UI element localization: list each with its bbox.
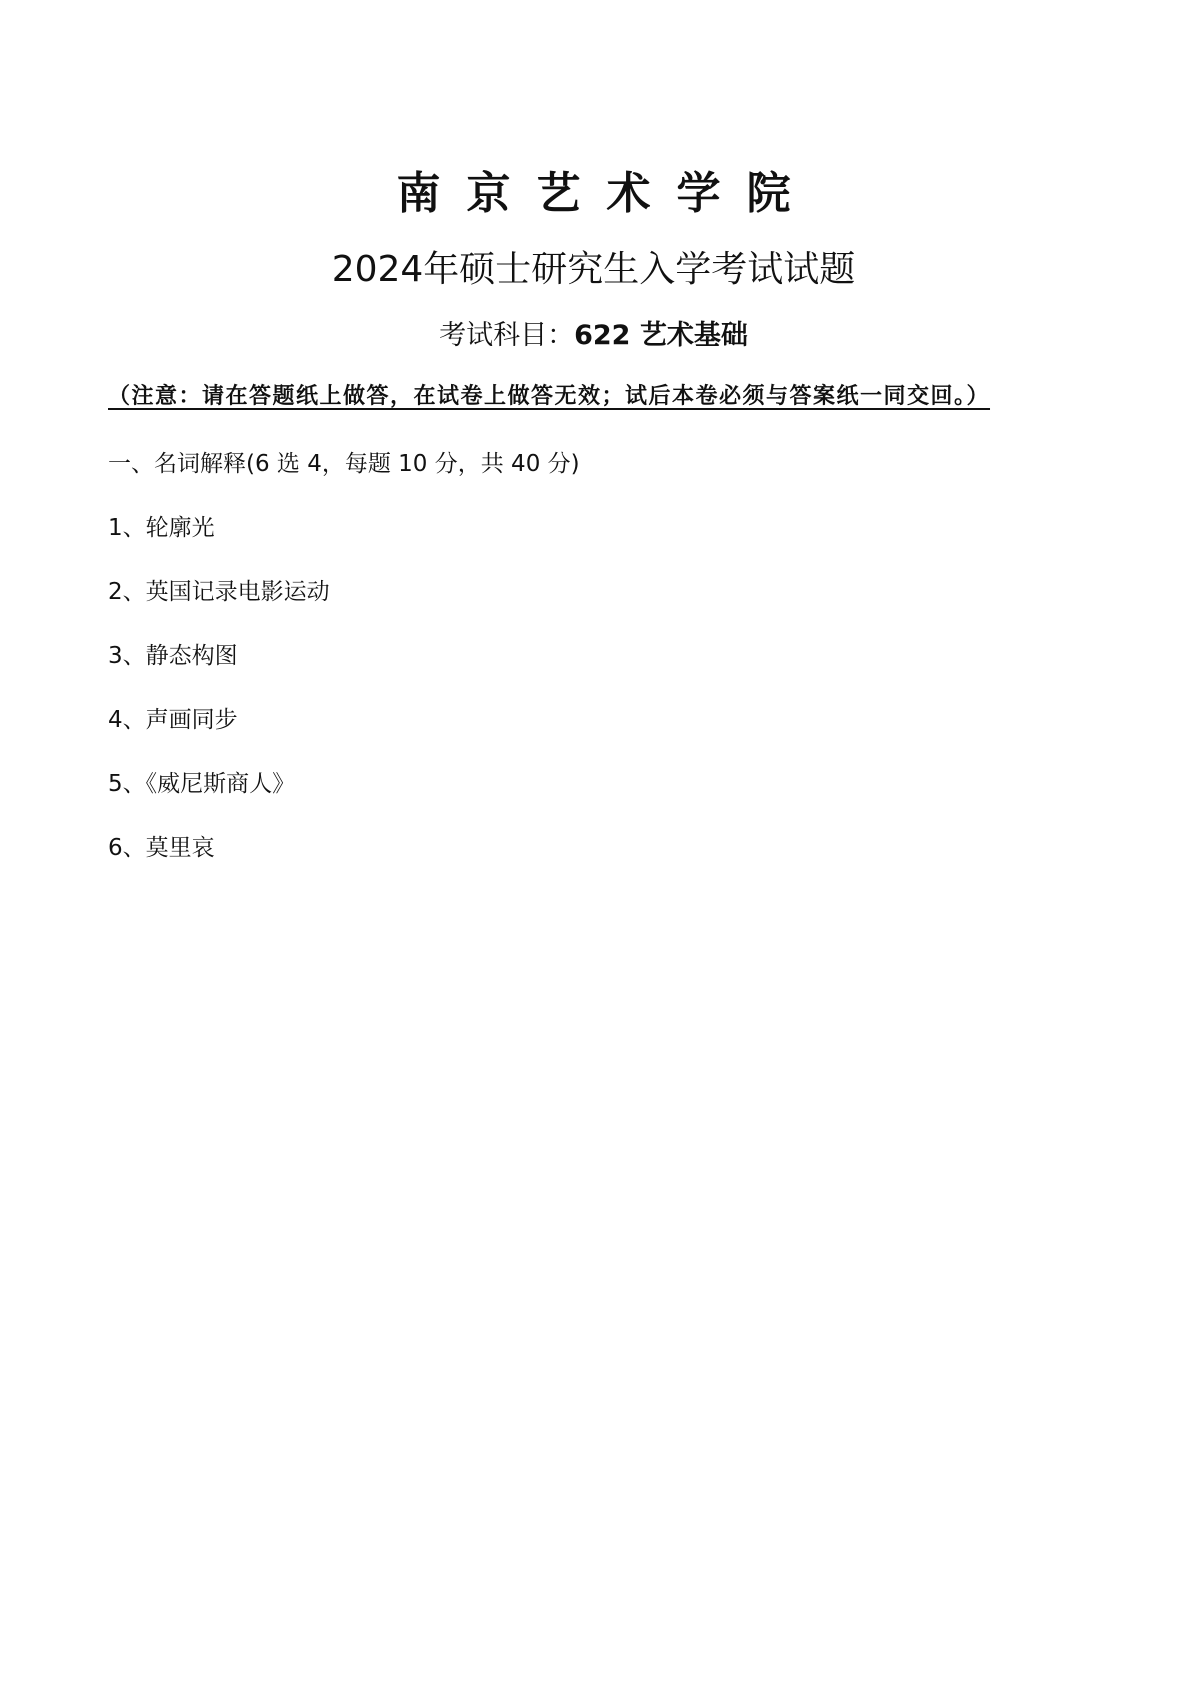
exam-title: 2024年硕士研究生入学考试试题	[331, 249, 856, 290]
exam-subject	[0, 318, 1187, 354]
question-item: 2、英国记录电影运动	[108, 579, 330, 605]
question-item: 6、莫里哀	[108, 835, 215, 861]
subject-name: 622 艺术基础	[574, 320, 748, 351]
question-item: 3、静态构图	[108, 643, 238, 669]
section-heading: 一、名词解释(6 选 4，每题 10 分，共 40 分)	[108, 451, 580, 477]
question-item: 4、声画同步	[108, 707, 238, 733]
subject-label: 考试科目：	[439, 320, 575, 351]
question-item: 5、《威尼斯商人》	[108, 771, 296, 797]
question-list	[108, 512, 330, 896]
exam-notice: （注意：请在答题纸上做答，在试卷上做答无效；试后本卷必须与答案纸一同交回。）	[108, 384, 991, 409]
school-name: 南京艺术学院	[396, 168, 817, 219]
question-item: 1、轮廓光	[108, 515, 215, 541]
